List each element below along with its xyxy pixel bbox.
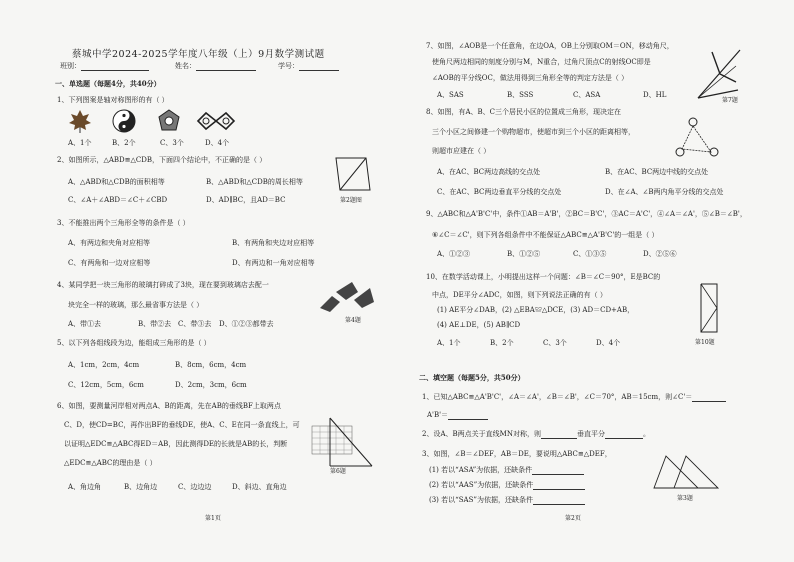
q4-line2: 块完全一样的玻璃，那么最省事方法是（ ） bbox=[68, 301, 204, 309]
q7-line2: 使角尺两边相同的刻度分别与M，N重合，过角尺顶点C的射线OC即是 bbox=[432, 58, 651, 66]
q10-caption: 第10题 bbox=[695, 339, 715, 346]
q7-option-d[interactable]: D、HL bbox=[643, 91, 667, 99]
q6-line1: 6、如图，要测量河岸相对两点A、B的距离，先在AB的垂线BF上取两点 bbox=[57, 402, 281, 410]
f3-caption: 第3题 bbox=[677, 495, 693, 502]
q10-line2: 中点，DE平分∠ADC，如图，则下列说法正确的有（ ） bbox=[432, 291, 607, 299]
q10-option-d[interactable]: D、4个 bbox=[596, 339, 621, 347]
q4-caption: 第4题 bbox=[345, 317, 361, 324]
maple-leaf-icon bbox=[69, 110, 91, 133]
knot-pattern-icon bbox=[198, 113, 234, 129]
q3-option-b[interactable]: B、有两角和夹边对应相等 bbox=[232, 239, 315, 247]
q4-line1: 4、某同学把一块三角形的玻璃打碎成了3块，现在要到玻璃店去配一 bbox=[57, 281, 269, 289]
q8-line2: 三个小区之间修建一个购物超市，使超市到三个小区的距离相等， bbox=[432, 128, 635, 136]
q3-option-c[interactable]: C、有两角和一边对应相等 bbox=[68, 259, 151, 267]
exam-title: 蔡城中学2024-2025学年度八年级（上）9月数学测试题 bbox=[72, 49, 325, 60]
q10-statements-2: (4) AE⊥DE，(5) AB∥CD bbox=[437, 321, 521, 329]
q10-statements-1: (1) AE平分∠DAB，(2) △EBA≌△DCE，(3) AD＝CD+AB， bbox=[437, 306, 635, 314]
f2-blank-2[interactable] bbox=[605, 430, 643, 439]
q6-option-a[interactable]: A、角边角 bbox=[68, 483, 102, 491]
q10-figure bbox=[695, 280, 725, 336]
q1-option-a[interactable]: A、1个 bbox=[68, 139, 92, 147]
q9-option-c[interactable]: C、①③⑤ bbox=[573, 250, 607, 258]
q8-line1: 8、如图，有A、B、C三个居民小区的位置成三角形，现决定在 bbox=[426, 108, 622, 116]
q9-option-d[interactable]: D、②⑤⑥ bbox=[643, 250, 677, 258]
q5-option-a[interactable]: A、1cm，2cm，4cm bbox=[68, 361, 140, 369]
q8-residential-figure bbox=[672, 112, 722, 158]
q4-option-a[interactable]: A、带①去 bbox=[68, 320, 102, 328]
q6-river-figure bbox=[310, 412, 376, 472]
q9-option-a[interactable]: A、①②③ bbox=[437, 250, 471, 258]
q7-option-b[interactable]: B、SSS bbox=[507, 91, 534, 99]
f3-stem: 3、如图，∠B＝∠DEF，AB＝DE，要说明△ABC≌△DEF， bbox=[422, 450, 612, 458]
q8-line3: 则超市应建在（ ） bbox=[432, 147, 491, 155]
q5-stem: 5、以下列各组线段为边，能组成三角形的是（ ） bbox=[57, 339, 211, 347]
q7-option-c[interactable]: C、ASA bbox=[573, 91, 601, 99]
f1-blank-angle[interactable] bbox=[692, 393, 726, 402]
q8-option-c[interactable]: C、在AC、BC两边垂直平分线的交点处 bbox=[437, 188, 562, 196]
f3-blank-2[interactable] bbox=[533, 481, 585, 490]
q2-option-d[interactable]: D、AD∥BC，且AD＝BC bbox=[206, 196, 286, 204]
q4-option-b[interactable]: B、带②去 bbox=[138, 320, 172, 328]
q4-option-d[interactable]: D、①②③都带去 bbox=[219, 320, 274, 328]
page-2 bbox=[397, 0, 794, 562]
q2-option-c[interactable]: C、∠A＋∠ABD＝∠C＋∠CBD bbox=[68, 196, 168, 204]
q4-glass-pieces bbox=[318, 278, 376, 314]
name-field[interactable]: 姓名： bbox=[175, 62, 256, 71]
q3-stem: 3、不能推出两个三角形全等的条件是（ ） bbox=[57, 219, 190, 227]
f3-triangles-figure bbox=[652, 452, 722, 492]
class-field[interactable]: 班别： bbox=[60, 62, 149, 71]
f3-item-2: (2) 若以“AAS”为依据，还缺条件 bbox=[429, 481, 585, 490]
f3-blank-1[interactable] bbox=[532, 466, 584, 475]
q7-line1: 7、如图，∠AOB是一个任意角，在边OA，OB上分别取OM＝ON，移动角尺， bbox=[426, 42, 674, 50]
q8-option-b[interactable]: B、在AC、BC两边中线的交点处 bbox=[605, 168, 709, 176]
q6-line3: 以证明△EDC≌△ABC得ED＝AB，因此测得DE的长就是AB的长，判断 bbox=[64, 440, 288, 448]
q5-option-d[interactable]: D、2cm，3cm，6cm bbox=[175, 381, 247, 389]
q1-option-b[interactable]: B、2个 bbox=[112, 139, 136, 147]
q1-option-c[interactable]: C、3个 bbox=[160, 139, 184, 147]
q7-line3: ∠AOB的平分线OC，做法用得到三角形全等的判定方法是（ ） bbox=[432, 74, 629, 82]
q6-line4: △EDC≌△ABC的理由是（ ） bbox=[64, 459, 157, 467]
q6-option-b[interactable]: B、边角边 bbox=[124, 483, 158, 491]
q3-option-d[interactable]: D、有两边和一角对应相等 bbox=[232, 259, 315, 267]
page-1-footer: 第1页 bbox=[205, 515, 221, 522]
q10-option-c[interactable]: C、3个 bbox=[543, 339, 567, 347]
q2-option-b[interactable]: B、△ABD和△CDB的周长相等 bbox=[206, 178, 303, 186]
q10-line1: 10、在数学活动课上，小明提出这样一个问题：∠B＝∠C＝90°，E是BC的 bbox=[426, 273, 661, 281]
q7-angle-figure bbox=[692, 44, 744, 102]
q6-caption: 第6题 bbox=[330, 468, 346, 475]
f1-line1: 1、已知△ABC≌△A'B'C'，∠A＝∠A'，∠B＝∠B'，∠C＝70°，AB＝15cm，则∠C'＝ bbox=[422, 393, 726, 402]
q5-option-c[interactable]: C、12cm，5cm，6cm bbox=[68, 381, 144, 389]
q10-option-b[interactable]: B、2个 bbox=[490, 339, 514, 347]
f3-item-1: (1) 若以“ASA”为依据，还缺条件 bbox=[429, 466, 584, 475]
f3-blank-3[interactable] bbox=[533, 496, 585, 505]
flower-pattern-icon bbox=[159, 110, 179, 130]
q8-option-d[interactable]: D、在∠A、∠B两内角平分线的交点处 bbox=[605, 188, 724, 196]
f2-line: 2、设A、B两点关于直线MN对称，则 垂直平分 。 bbox=[422, 430, 650, 438]
q4-option-c[interactable]: C、带③去 bbox=[178, 320, 212, 328]
q1-patterns bbox=[68, 108, 238, 134]
f3-item-3: (3) 若以“SAS”为依据，还缺条件 bbox=[429, 496, 585, 505]
q2-caption: 第2题图 bbox=[340, 197, 362, 204]
yin-yang-icon bbox=[113, 110, 135, 132]
q9-line1: 9、△ABC和△A'B'C'中，条件①AB＝A'B'，②BC＝B'C'，③AC＝A'C'，④∠A＝∠A'，⑤∠B＝∠B'， bbox=[426, 210, 747, 218]
q2-figure bbox=[330, 152, 374, 196]
q7-caption: 第7题 bbox=[722, 97, 738, 104]
page-2-footer: 第2页 bbox=[565, 515, 581, 522]
q1-stem: 1、下列图案是轴对称图形的有（ ） bbox=[57, 96, 169, 104]
f1-line2: A'B'＝ bbox=[427, 411, 488, 420]
number-field[interactable]: 学号： bbox=[278, 62, 339, 71]
q10-option-a[interactable]: A、1个 bbox=[437, 339, 461, 347]
q6-option-c[interactable]: C、边边边 bbox=[178, 483, 212, 491]
f2-blank-1[interactable] bbox=[541, 430, 577, 439]
q9-line2: ⑥∠C＝∠C'，则下列各组条件中不能保证△ABC≌△A'B'C'的一组是（ ） bbox=[432, 231, 659, 239]
q9-option-b[interactable]: B、①②⑤ bbox=[507, 250, 541, 258]
q2-stem: 2、如图所示，△ABD≌△CDB，下面四个结论中，不正确的是（ ） bbox=[57, 156, 267, 164]
q6-line2: C、D，使CD=BC，再作出BF的垂线DE，使A、C、E在同一条直线上，可 bbox=[64, 421, 300, 429]
q3-option-a[interactable]: A、有两边和夹角对应相等 bbox=[68, 239, 151, 247]
q5-option-b[interactable]: B、8cm，6cm，4cm bbox=[175, 361, 247, 369]
f1-blank-length[interactable] bbox=[448, 411, 488, 420]
q2-option-a[interactable]: A、△ABD和△CDB的面积相等 bbox=[68, 178, 165, 186]
q6-option-d[interactable]: D、斜边、直角边 bbox=[232, 483, 287, 491]
q1-option-d[interactable]: D、4个 bbox=[205, 139, 230, 147]
q7-option-a[interactable]: A、SAS bbox=[437, 91, 464, 99]
section1-heading: 一、单选题（每题4分，共40分） bbox=[55, 79, 161, 88]
q8-option-a[interactable]: A、在AC、BC两边高线的交点处 bbox=[437, 168, 541, 176]
section2-heading: 二、填空题（每题5分，共50分） bbox=[419, 373, 525, 382]
